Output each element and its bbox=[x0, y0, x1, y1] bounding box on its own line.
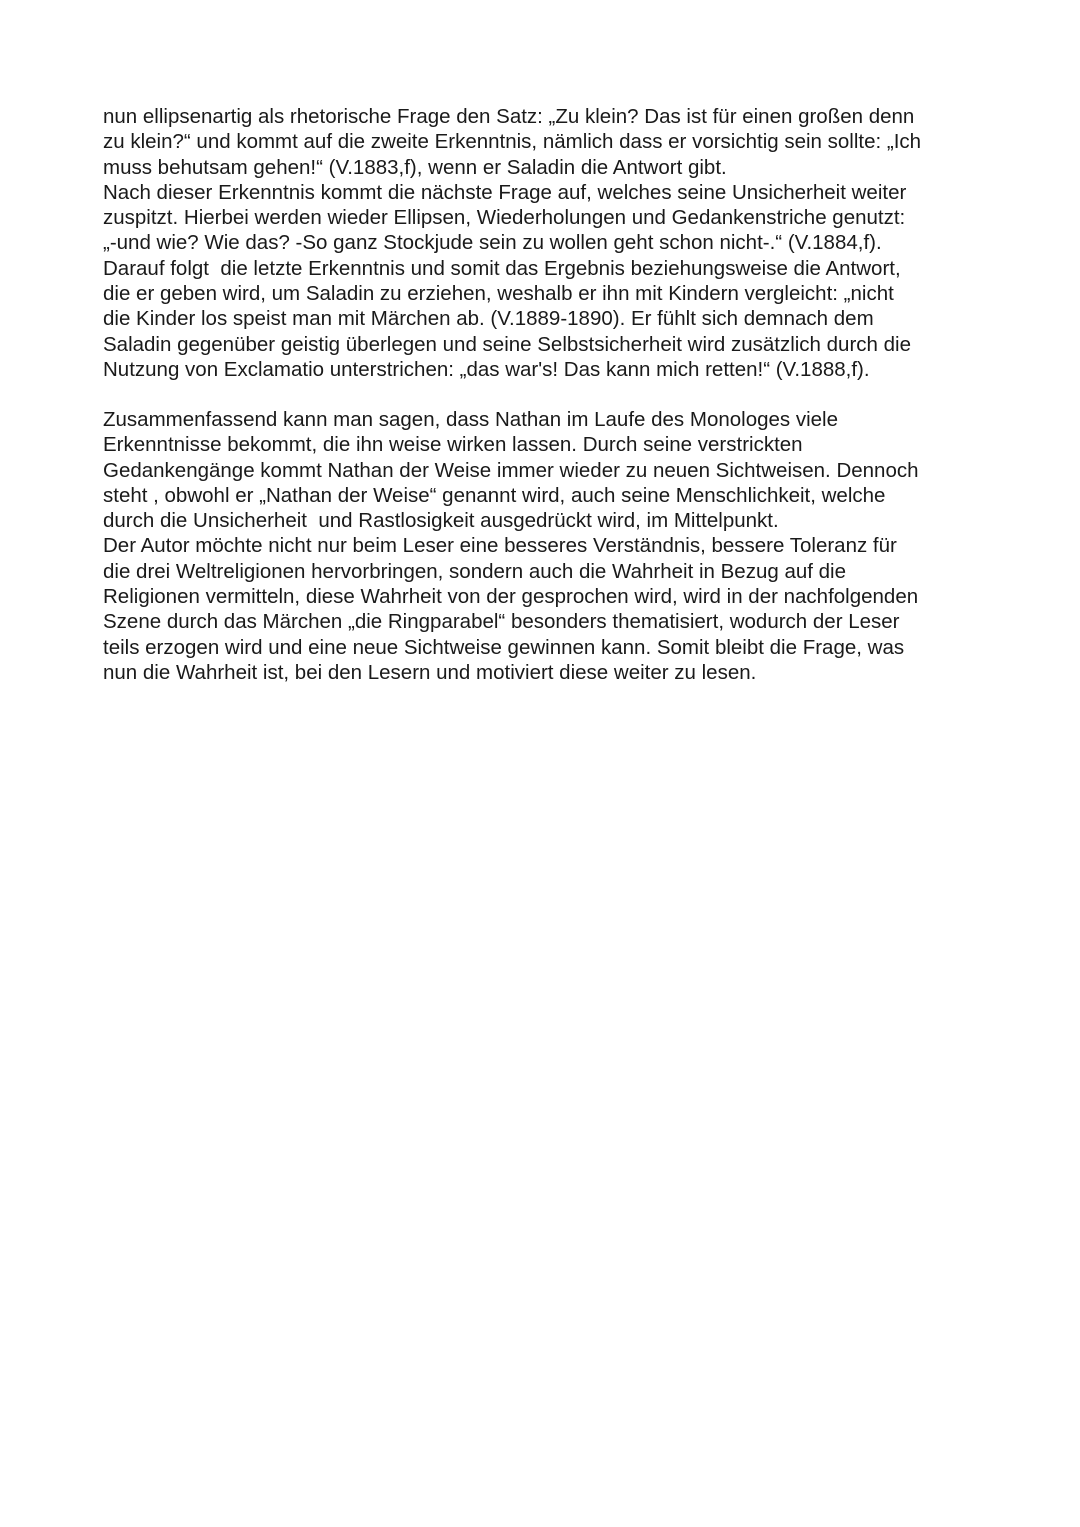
text-line: teils erzogen wird und eine neue Sichtweise gewinnen kann. Somit bleibt die Frage, was bbox=[103, 635, 905, 659]
text-line: Zusammenfassend kann man sagen, dass Nathan im Laufe des Monologes viele bbox=[103, 408, 839, 431]
text-line: zu klein?“ und kommt auf die zweite Erkenntnis, nämlich dass er vorsichtig sein sollte: „Ich bbox=[103, 130, 922, 154]
text-line: Gedankengänge kommt Nathan der Weise immer wieder zu neuen Sichtweisen. Dennoch bbox=[103, 458, 919, 482]
text-line: die Kinder los speist man mit Märchen ab. (V.1889-1890). Er fühlt sich demnach dem bbox=[103, 307, 874, 331]
text-line: die drei Weltreligionen hervorbringen, sondern auch die Wahrheit in Bezug auf die bbox=[103, 559, 847, 583]
text-line: Erkenntnisse bekommt, die ihn weise wirken lassen. Durch seine verstrickten bbox=[103, 433, 803, 457]
text-line: die er geben wird, um Saladin zu erziehen, weshalb er ihn mit Kindern vergleicht: „nicht bbox=[103, 282, 894, 306]
text-line: nun ellipsenartig als rhetorische Frage den Satz: „Zu klein? Das ist für einen großen denn bbox=[103, 105, 915, 128]
text-line: Saladin gegenüber geistig überlegen und seine Selbstsicherheit wird zusätzlich durch die bbox=[103, 332, 911, 356]
text-line: Der Autor möchte nicht nur beim Leser eine besseres Verständnis, bessere Toleranz für bbox=[103, 534, 897, 558]
text-line: nun die Wahrheit ist, bei den Lesern und motiviert diese weiter zu lesen. bbox=[103, 660, 757, 684]
conclusion-paragraph bbox=[103, 407, 1003, 685]
text-line: Nach dieser Erkenntnis kommt die nächste Frage auf, welches seine Unsicherheit weiter bbox=[103, 180, 907, 204]
text-line: Darauf folgt die letzte Erkenntnis und somit das Ergebnis beziehungsweise die Antwort, bbox=[103, 256, 901, 280]
text-line: „-und wie? Wie das? -So ganz Stockjude sein zu wollen geht schon nicht-.“ (V.1884,f). bbox=[103, 231, 882, 255]
text-line: steht , obwohl er „Nathan der Weise“ genannt wird, auch seine Menschlichkeit, welche bbox=[103, 483, 886, 507]
text-line: Religionen vermitteln, diese Wahrheit von der gesprochen wird, wird in der nachfolgenden bbox=[103, 585, 919, 609]
text-line: Szene durch das Märchen „die Ringparabel“ besonders thematisiert, wodurch der Leser bbox=[103, 610, 900, 634]
text-line: durch die Unsicherheit und Rastlosigkeit ausgedrückt wird, im Mittelpunkt. bbox=[103, 509, 779, 533]
analysis-paragraph bbox=[103, 104, 1003, 382]
text-line: zuspitzt. Hierbei werden wieder Ellipsen, Wiederholungen und Gedankenstriche genutzt: bbox=[103, 206, 906, 230]
text-line: muss behutsam gehen!“ (V.1883,f), wenn er Saladin die Antwort gibt. bbox=[103, 155, 727, 179]
text-line: Nutzung von Exclamatio unterstrichen: „das war's! Das kann mich retten!“ (V.1888,f). bbox=[103, 357, 870, 381]
